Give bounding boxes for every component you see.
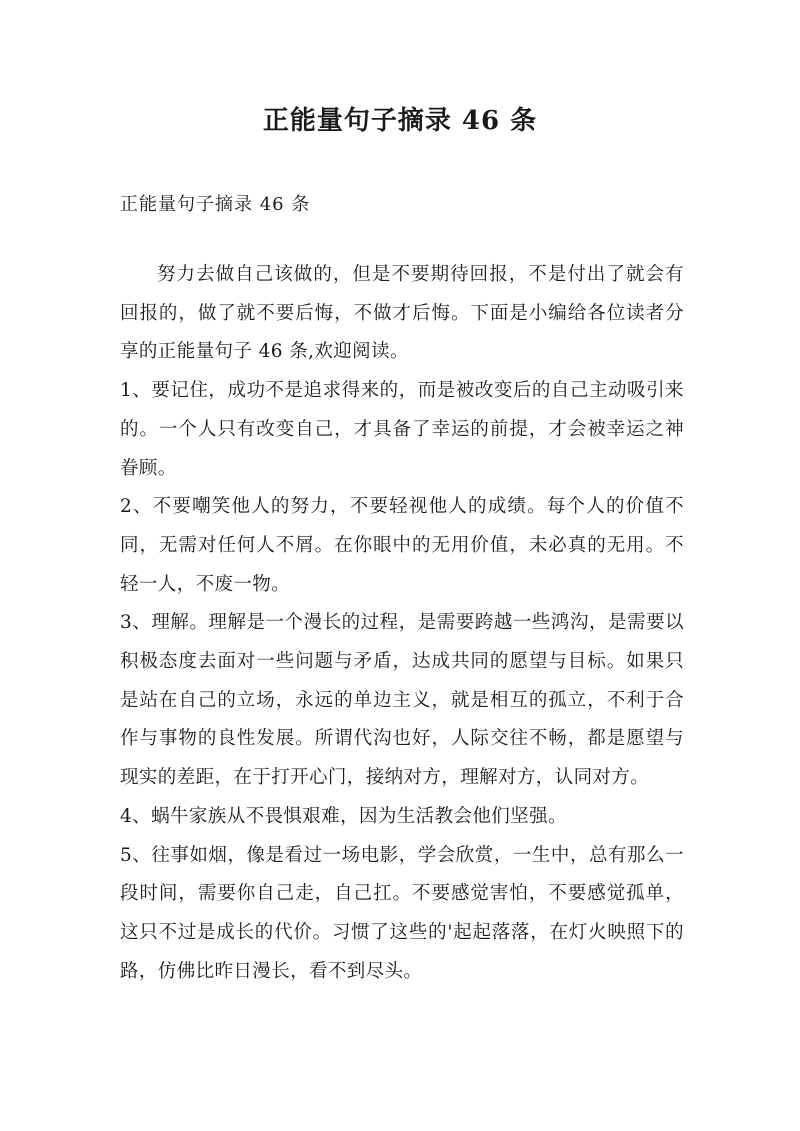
document-body [120, 256, 684, 991]
document-title: 正能量句子摘录 46 条 [262, 106, 538, 136]
quote-item-1: 1、要记住，成功不是追求得来的，而是被改变后的自己主动吸引来的。一个人只有改变自己，才具备了幸运的前提，才会被幸运之神眷顾。 [120, 380, 684, 479]
document-subtitle: 正能量句子摘录 46 条 [120, 194, 311, 215]
quote-item-3: 3、理解。理解是一个漫长的过程，是需要跨越一些鸿沟，是需要以积极态度去面对一些问题与矛盾，达成共同的愿望与目标。如果只是站在自己的立场，永远的单边主义，就是相互的孤立，不利于合作与事物的良性发展。所谓代沟也好，人际交往不畅，都是愿望与现实的差距，在于打开心门，接纳对方，理解对方，认同对方。 [120, 612, 684, 789]
quote-item-2: 2、不要嘲笑他人的努力，不要轻视他人的成绩。每个人的价值不同，无需对任何人不屑。在你眼中的无用价值，未必真的无用。不轻一人，不废一物。 [120, 496, 684, 595]
quote-item-5: 5、往事如烟，像是看过一场电影，学会欣赏，一生中，总有那么一段时间，需要你自己走，自己扛。不要感觉害怕，不要感觉孤单，这只不过是成长的代价。习惯了这些的'起起落落，在灯火映照下的路，仿佛比昨日漫长，看不到尽头。 [120, 844, 684, 982]
intro-paragraph: 努力去做自己该做的，但是不要期待回报，不是付出了就会有回报的，做了就不要后悔，不做才后悔。下面是小编给各位读者分享的正能量句子 46 条,欢迎阅读。 [120, 264, 684, 363]
quote-item-4: 4、蜗牛家族从不畏惧艰难，因为生活教会他们坚强。 [120, 805, 567, 827]
